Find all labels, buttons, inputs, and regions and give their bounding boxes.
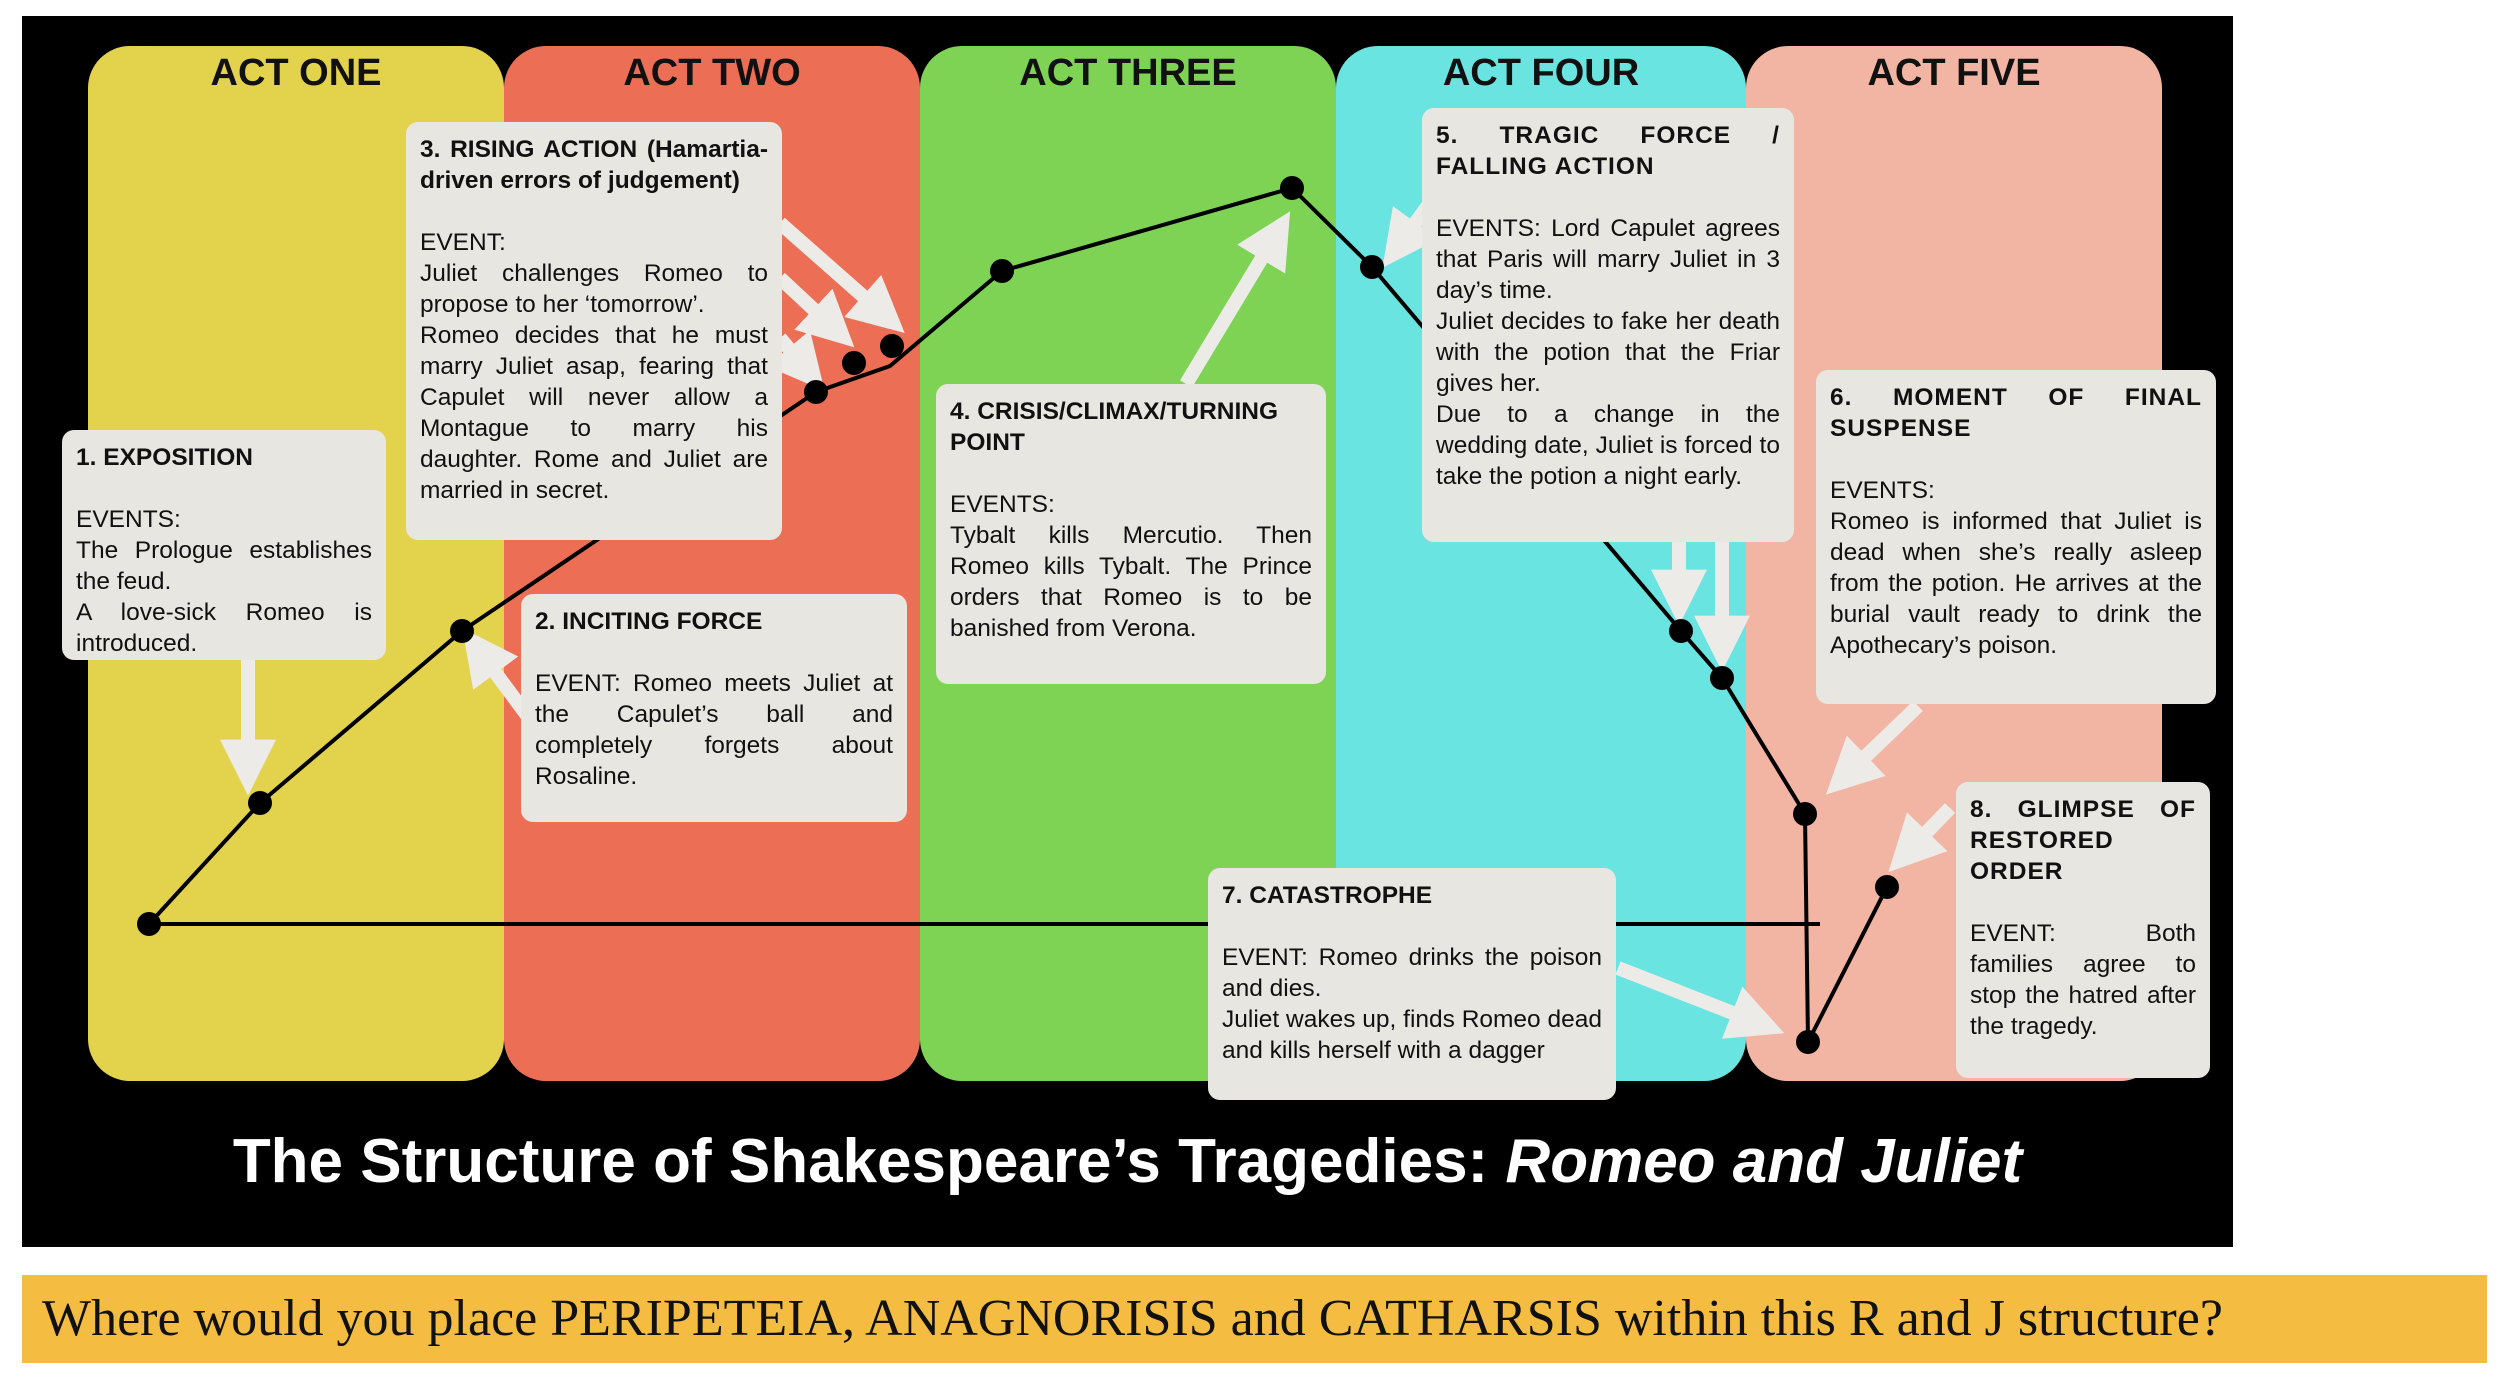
arrow-suspense — [1840, 706, 1918, 781]
rising-action-box — [406, 122, 782, 540]
inciting-heading: 2. INCITING FORCE — [535, 608, 763, 635]
inciting-force-box — [521, 594, 907, 822]
title-play-name: Romeo and Juliet — [1505, 1127, 2023, 1196]
catastrophe-heading: 7. CATASTROPHE — [1222, 882, 1433, 909]
rising-line-2: Romeo decides that he must marry Juliet asap, fearing that Capulet will never allow a Montague to marry his daughter. Rome and Juliet are married in secret. — [420, 322, 768, 504]
restored-order-box — [1956, 782, 2210, 1078]
page-title — [22, 1126, 2233, 1197]
tragic-line-2: Juliet decides to fake her death with the potion that the Friar gives her. — [1436, 308, 1780, 397]
tragic-heading: 5. TRAGIC FORCE / FALLING ACTION — [1436, 122, 1780, 180]
final-suspense-box — [1816, 370, 2216, 704]
crisis-box — [936, 384, 1326, 684]
arrow-catastrophe — [1618, 968, 1766, 1026]
diagram-stage — [22, 16, 2233, 1247]
act-two-title: ACT TWO — [623, 52, 801, 94]
catastrophe-box — [1208, 868, 1616, 1100]
point-suspense — [1793, 802, 1817, 826]
arrow-rising-3 — [780, 338, 812, 376]
tragic-line-3: Due to a change in the wedding date, Juliet is forced to take the potion a night early. — [1436, 401, 1780, 490]
exposition-line-2: A love-sick Romeo is introduced. — [76, 599, 372, 657]
point-start — [137, 912, 161, 936]
title-main-text: The Structure of Shakespeare’s Tragedies: — [232, 1127, 1506, 1196]
rising-line-1: Juliet challenges Romeo to propose to her ‘tomorrow’. — [420, 260, 768, 318]
arrow-rising-2 — [780, 278, 840, 334]
question-banner — [22, 1275, 2487, 1363]
point-tragic — [1360, 255, 1384, 279]
point-falling-1 — [1669, 619, 1693, 643]
crisis-heading: 4. CRISIS/CLIMAX/TURNING POINT — [950, 398, 1279, 456]
arrow-glimpse — [1902, 808, 1950, 858]
suspense-events-label: EVENTS: — [1830, 477, 1935, 504]
point-rising-3 — [880, 334, 904, 358]
catastrophe-events-label: EVENT: Romeo drinks the poison and dies. — [1222, 944, 1602, 1002]
act-four-title: ACT FOUR — [1442, 52, 1640, 94]
point-climax — [1280, 176, 1304, 200]
tragic-line-1: EVENTS: Lord Capulet agrees that Paris will marry Juliet in 3 day’s time. — [1436, 215, 1780, 304]
exposition-line-1: The Prologue establishes the feud. — [76, 537, 372, 595]
rising-events-label: EVENT: — [420, 229, 506, 256]
glimpse-heading: 8. GLIMPSE OF RESTORED ORDER — [1970, 796, 2196, 885]
point-exposition — [248, 791, 272, 815]
rising-heading: 3. RISING ACTION (Hamartia-driven errors of judgement) — [420, 136, 768, 194]
arrow-crisis — [1186, 228, 1280, 384]
inciting-event-text: EVENT: Romeo meets Juliet at the Capulet’s ball and completely forgets about Rosaline. — [535, 670, 893, 790]
suspense-heading: 6. MOMENT OF FINAL SUSPENSE — [1830, 384, 2202, 442]
act-one-title: ACT ONE — [210, 52, 382, 94]
point-rising-4 — [990, 259, 1014, 283]
catastrophe-line-1: Juliet wakes up, finds Romeo dead and kills herself with a dagger — [1222, 1006, 1602, 1064]
question-text: Where would you place PERIPETEIA, ANAGNORISIS and CATHARSIS within this R and J structure? — [42, 1290, 2223, 1347]
exposition-box — [62, 430, 386, 660]
exposition-heading: 1. EXPOSITION — [76, 444, 253, 471]
tragic-force-box — [1422, 108, 1794, 542]
glimpse-event-text: EVENT: Both families agree to stop the hatred after the tragedy. — [1970, 920, 2196, 1040]
point-inciting — [450, 619, 474, 643]
point-restored — [1875, 875, 1899, 899]
act-three-title: ACT THREE — [1019, 52, 1237, 94]
crisis-events-label: EVENTS: — [950, 491, 1055, 518]
act-five-title: ACT FIVE — [1867, 52, 2041, 94]
arrow-rising-1 — [780, 223, 890, 320]
point-falling-2 — [1710, 666, 1734, 690]
point-rising-2 — [842, 351, 866, 375]
point-catastrophe — [1796, 1030, 1820, 1054]
point-rising-1 — [804, 380, 828, 404]
exposition-events-label: EVENTS: — [76, 506, 181, 533]
suspense-line-1: Romeo is informed that Juliet is dead when she’s really asleep from the potion. He arrives at the burial vault ready to drink the Apothecary’s poison. — [1830, 508, 2202, 659]
crisis-line-1: Tybalt kills Mercutio. Then Romeo kills Tybalt. The Prince orders that Romeo is to be banished from Verona. — [950, 522, 1312, 642]
